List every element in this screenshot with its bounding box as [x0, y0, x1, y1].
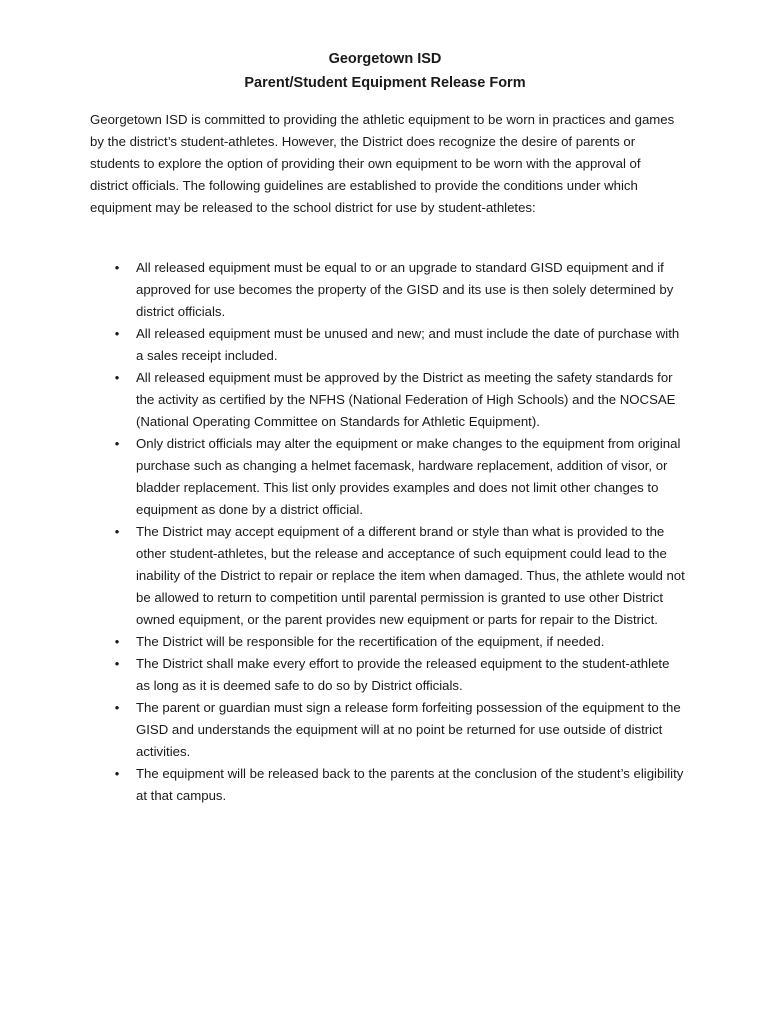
- list-item: [90, 367, 685, 433]
- list-item-text: Only district officials may alter the equipment or make changes to the equipment from original purchase such as changing a helmet facemask, hardware replacement, addition of visor, or bladder replacement. This list only provides examples and does not limit other changes to equipment as done by a district official.: [136, 436, 681, 517]
- bullet-icon: •: [114, 436, 120, 451]
- list-item-text: All released equipment must be unused and new; and must include the date of purchase with a sales receipt included.: [136, 326, 680, 363]
- list-item: [90, 697, 685, 763]
- bullet-icon: •: [114, 700, 120, 715]
- list-item: [90, 323, 685, 367]
- list-item: [90, 521, 685, 631]
- bullet-icon: •: [114, 524, 120, 539]
- bullet-icon: •: [114, 370, 120, 385]
- bullet-icon: •: [114, 326, 120, 341]
- list-item-text: The parent or guardian must sign a release form forfeiting possession of the equipment to the GISD and understands the equipment will at no point be returned for use outside of district activities.: [136, 700, 681, 759]
- list-item: [90, 257, 685, 323]
- list-item-text: The District will be responsible for the recertification of the equipment, if needed.: [136, 634, 605, 649]
- list-item-text: The District may accept equipment of a different brand or style than what is provided to the other student-athletes, but the release and acceptance of such equipment could lead to the inability of the District to repair or replace the item when damaged. Thus, the athlete would not be allowed to return to competition until parental permission is granted to use other District owned equipment, or the parent provides new equipment or parts for repair to the District.: [136, 524, 685, 627]
- guidelines-list: [90, 257, 685, 807]
- list-item-text: The District shall make every effort to provide the released equipment to the student-athlete as long as it is deemed safe to do so by District officials.: [136, 656, 670, 693]
- list-item: [90, 763, 685, 807]
- bullet-icon: •: [114, 634, 120, 649]
- list-item-text: All released equipment must be equal to or an upgrade to standard GISD equipment and if approved for use becomes the property of the GISD and its use is then solely determined by district officials.: [136, 260, 674, 319]
- document-title: [0, 47, 770, 95]
- list-item: [90, 653, 685, 697]
- bullet-icon: •: [114, 656, 120, 671]
- title-organization: Georgetown ISD: [328, 51, 442, 67]
- list-item: [90, 631, 685, 653]
- bullet-icon: •: [114, 766, 120, 781]
- bullet-icon: •: [114, 260, 120, 275]
- title-form-name: Parent/Student Equipment Release Form: [244, 75, 526, 91]
- list-item: [90, 433, 685, 521]
- list-item-text: The equipment will be released back to the parents at the conclusion of the student’s eligibility at that campus.: [136, 766, 684, 803]
- intro-paragraph: Georgetown ISD is committed to providing the athletic equipment to be worn in practices and games by the district’s student-athletes. However, the District does recognize the desire of parents or students to explore the option of providing their own equipment to be worn with the approval of district officials. The following guidelines are established to provide the conditions under which equipment may be released to the school district for use by student-athletes:: [90, 112, 675, 215]
- list-item-text: All released equipment must be approved by the District as meeting the safety standards for the activity as certified by the NFHS (National Federation of High Schools) and the NOCSAE (National Operating Committee on Standards for Athletic Equipment).: [136, 370, 676, 429]
